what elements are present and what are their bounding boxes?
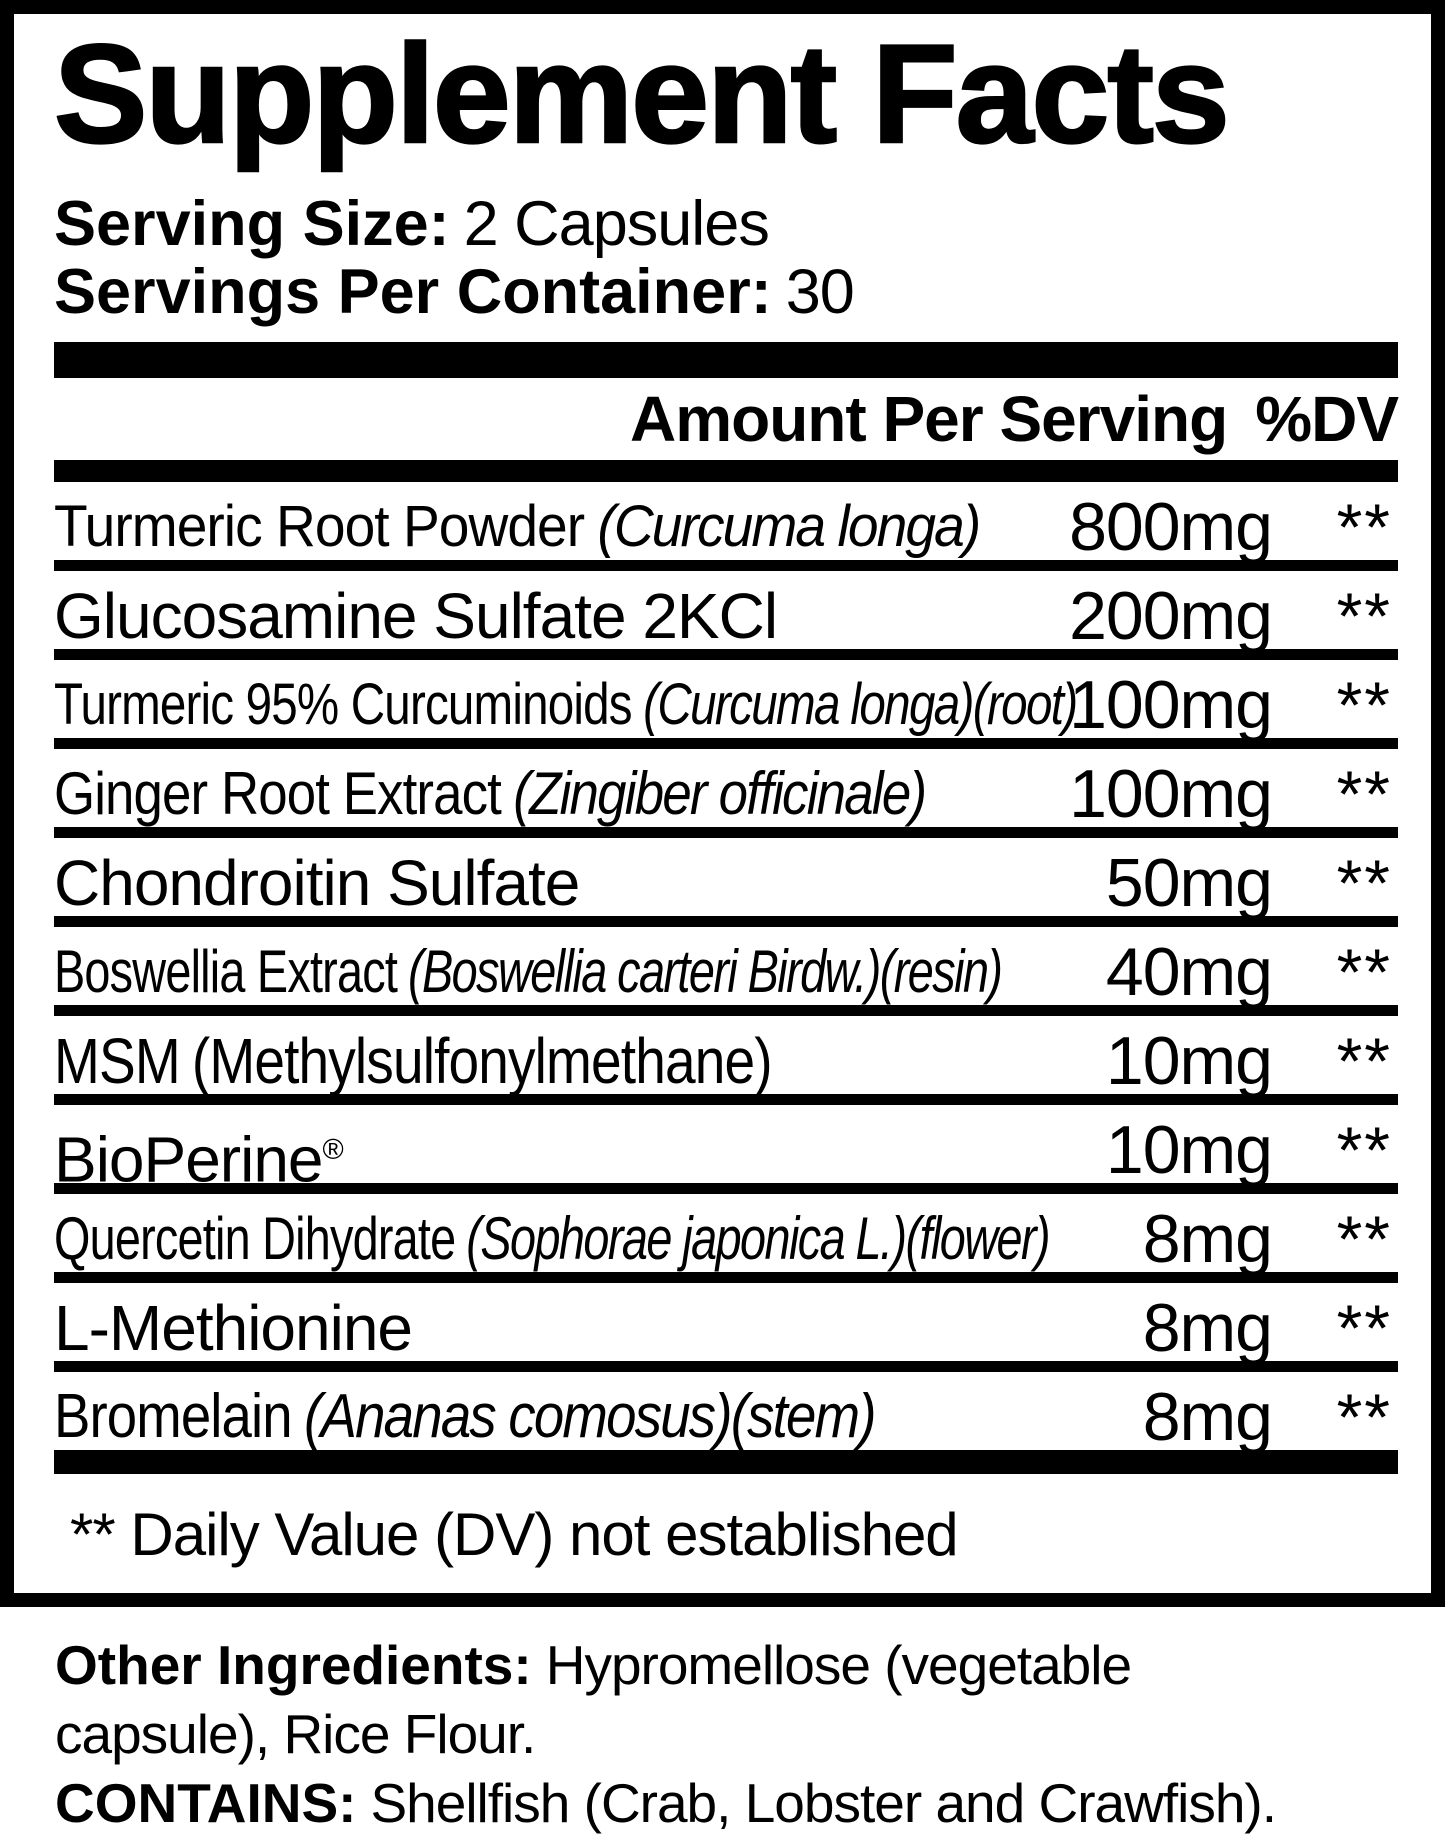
ingredient-botanical-name: (Zingiber officinale) — [513, 760, 926, 828]
table-row — [54, 482, 1398, 571]
table-row — [54, 571, 1398, 660]
ingredient-amount: 8mg — [1142, 1201, 1272, 1278]
ingredient-dv: ** — [1336, 1202, 1392, 1277]
ingredient-amount: 8mg — [1142, 1290, 1272, 1367]
ingredient-name: Ginger Root Extract — [54, 760, 501, 828]
registered-trademark-mark: ® — [322, 1134, 343, 1167]
ingredient-dv: ** — [1336, 1380, 1392, 1455]
table-row — [54, 1194, 1398, 1283]
ingredient-name-block — [54, 482, 979, 572]
table-row — [54, 927, 1398, 1016]
ingredient-botanical-name: (Curcuma longa) — [597, 494, 980, 560]
ingredient-table — [54, 482, 1398, 1474]
table-header — [54, 378, 1398, 460]
ingredient-botanical-name: (Ananas comosus)(stem) — [304, 1382, 875, 1452]
contains-allergen-line — [55, 1769, 1390, 1838]
serving-size-value: 2 Capsules — [463, 189, 769, 260]
serving-size-line — [54, 190, 1398, 258]
other-ingredients-value: Hypromellose (vegetable capsule), Rice Flour. — [55, 1634, 1132, 1765]
ingredient-name: Quercetin Dihydrate — [54, 1205, 456, 1273]
ingredient-dv: ** — [1336, 1024, 1392, 1099]
ingredient-name: MSM — [54, 1025, 180, 1098]
ingredient-name: L-Methionine — [54, 1292, 412, 1365]
ingredient-dv: ** — [1336, 490, 1392, 565]
divider-header-bottom — [54, 460, 1398, 482]
table-row — [54, 838, 1398, 927]
ingredient-amount: 100mg — [1069, 667, 1272, 744]
ingredient-dv: ** — [1336, 846, 1392, 921]
ingredient-name-block — [54, 571, 777, 661]
ingredient-botanical-name: (Curcuma longa)(root) — [643, 672, 1077, 738]
servings-per-container-label: Servings Per Container: — [54, 257, 772, 328]
ingredient-amount: 10mg — [1105, 1112, 1272, 1189]
ingredient-name-block — [54, 927, 1001, 1017]
ingredient-name-block — [54, 1283, 412, 1373]
ingredient-name: Turmeric 95% Curcuminoids — [54, 672, 632, 738]
supplement-facts-title: Supplement Facts — [54, 15, 1228, 172]
additional-ingredients-section — [0, 1607, 1445, 1838]
contains-label: CONTAINS: — [55, 1772, 357, 1834]
ingredient-name: Boswellia Extract — [54, 938, 398, 1006]
amount-per-serving-header: Amount Per Serving — [629, 383, 1228, 456]
ingredient-name: BioPerine — [54, 1123, 323, 1196]
ingredient-amount: 200mg — [1069, 578, 1272, 655]
other-ingredients-line — [55, 1631, 1335, 1769]
ingredient-name: Turmeric Root Powder — [54, 494, 585, 560]
ingredient-botanical-name: (Sophorae japonica L.)(flower) — [466, 1205, 1050, 1273]
ingredient-amount: 800mg — [1069, 489, 1272, 566]
ingredient-dv: ** — [1336, 1291, 1392, 1366]
ingredient-name-block — [54, 838, 579, 928]
ingredient-amount: 40mg — [1105, 934, 1272, 1011]
ingredient-amount: 50mg — [1105, 845, 1272, 922]
ingredient-name-block — [54, 1105, 343, 1204]
serving-info — [54, 190, 1398, 326]
contains-value: Shellfish (Crab, Lobster and Crawfish). — [370, 1772, 1277, 1834]
ingredient-dv: ** — [1336, 757, 1392, 832]
servings-per-container-line — [54, 258, 1398, 326]
ingredient-dv: ** — [1336, 579, 1392, 654]
table-row — [54, 749, 1398, 838]
ingredient-name-block — [54, 749, 925, 839]
serving-size-label: Serving Size: — [54, 189, 450, 260]
daily-value-footnote: ** Daily Value (DV) not established — [70, 1501, 958, 1569]
table-row — [54, 660, 1398, 749]
servings-per-container-value: 30 — [785, 257, 854, 328]
ingredient-dv: ** — [1336, 668, 1392, 743]
ingredient-dv: ** — [1336, 1113, 1392, 1188]
ingredient-name: Bromelain — [54, 1382, 292, 1452]
ingredient-name: Glucosamine Sulfate 2KCl — [54, 580, 778, 653]
ingredient-name-block — [54, 1016, 772, 1106]
ingredient-amount: 100mg — [1069, 756, 1272, 833]
table-row — [54, 1016, 1398, 1105]
table-row — [54, 1105, 1398, 1194]
table-row — [54, 1372, 1398, 1474]
ingredient-name-block — [54, 660, 1077, 750]
ingredient-name: Chondroitin Sulfate — [54, 847, 580, 920]
table-row — [54, 1283, 1398, 1372]
ingredient-botanical-name: (Boswellia carteri Birdw.)(resin) — [407, 938, 1002, 1006]
ingredient-dv: ** — [1336, 935, 1392, 1010]
ingredient-amount: 8mg — [1142, 1379, 1272, 1456]
other-ingredients-label: Other Ingredients: — [55, 1634, 532, 1696]
divider-thick-top — [54, 342, 1398, 378]
ingredient-name-block — [54, 1372, 875, 1462]
ingredient-name-block — [54, 1194, 1049, 1284]
dv-header: %DV — [1255, 383, 1398, 456]
ingredient-chemical-name: (Methylsulfonylmethane) — [191, 1025, 772, 1098]
ingredient-amount: 10mg — [1105, 1023, 1272, 1100]
